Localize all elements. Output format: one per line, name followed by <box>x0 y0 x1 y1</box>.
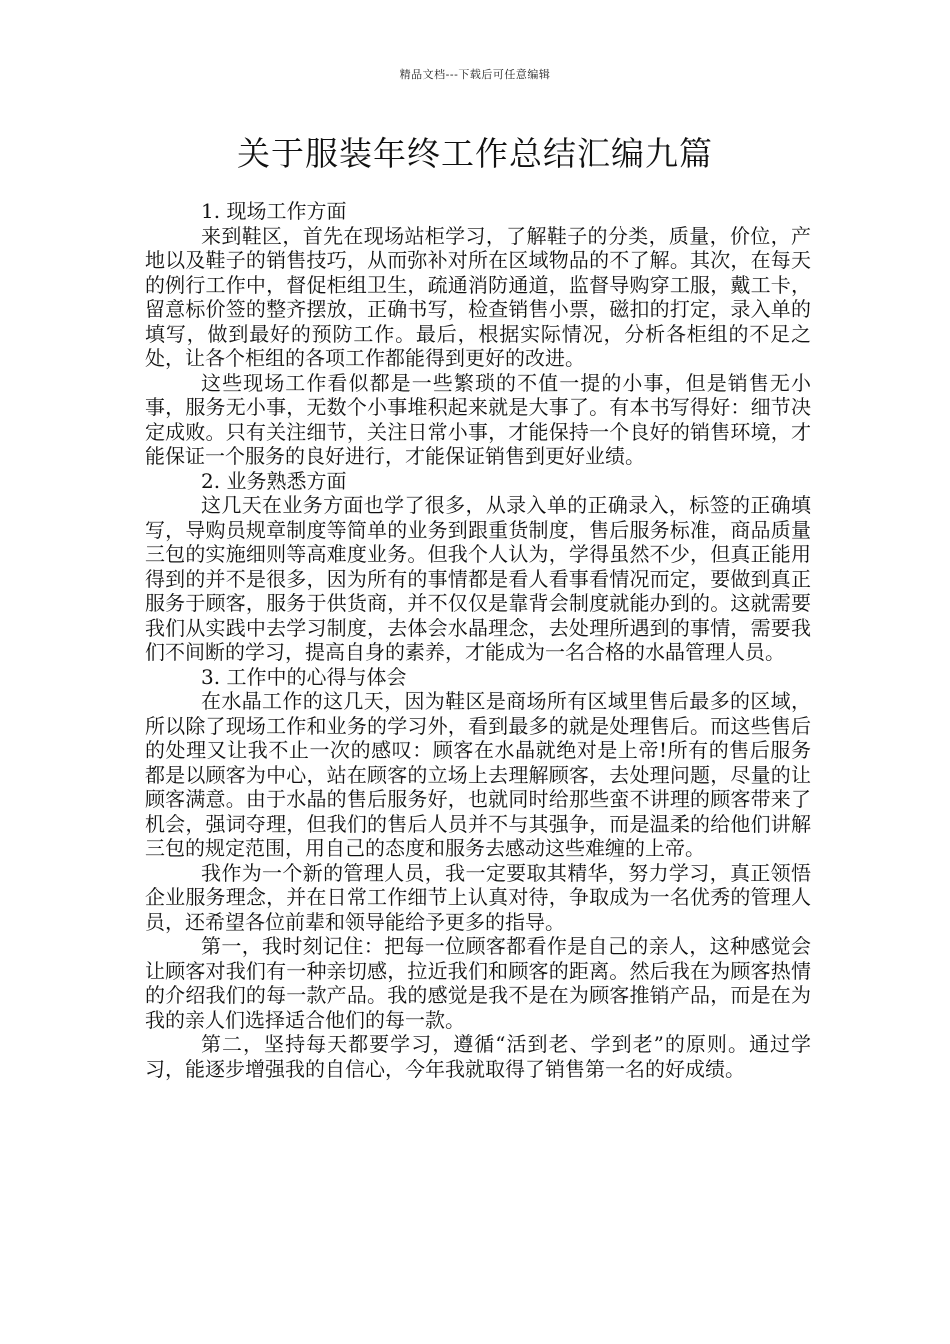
paragraph: 来到鞋区，首先在现场站柜学习，了解鞋子的分类，质量，价位，产地以及鞋子的销售技巧，从而弥补对所在区域物品的不了解。其次，在每天的例行工作中，督促柜组卫生，疏通消防通道，监督导购穿工服，戴工卡，留意标价签的整齐摆放，正确书写，检查销售小票，磁扣的打定，录入单的填写，做到最好的预防工作。最后，根据实际情况，分析各柜组的不足之处，让各个柜组的各项工作都能得到更好的改进。 <box>145 223 811 370</box>
section-heading-experience: 3. 工作中的心得与体会 <box>201 664 407 689</box>
paragraph: 我作为一个新的管理人员，我一定要取其精华，努力学习，真正领悟企业服务理念，并在日常工作细节上认真对待，争取成为一名优秀的管理人员，还希望各位前辈和领导能给予更多的指导。 <box>145 860 811 934</box>
section-heading-site-work: 1. 现场工作方面 <box>201 199 347 223</box>
paragraph: 这些现场工作看似都是一些繁琐的不值一提的小事，但是销售无小事，服务无小事，无数个小事堆积起来就是大事了。有本书写得好：细节决定成败。只有关注细节，关注日常小事，才能保持一个良好的销售环境，才能保证一个服务的良好进行，才能保证销售到更好业绩。 <box>145 370 811 468</box>
section-heading-business: 2. 业务熟悉方面 <box>201 468 347 493</box>
paragraph: 这几天在业务方面也学了很多，从录入单的正确录入，标签的正确填写，导购员规章制度等简单的业务到跟重货制度，售后服务标准，商品质量三包的实施细则等高难度业务。但我个人认为，学得虽然不少，但真正能用得到的并不是很多，因为所有的事情都是看人看事看情况而定，要做到真正服务于顾客，服务于供货商，并不仅仅是靠背会制度就能办到的。这就需要我们从实践中去学习制度，去体会水晶理念，去处理所遇到的事情，需要我们不间断的学习，提高自身的素养，才能成为一名合格的水晶管理人员。 <box>145 493 811 664</box>
paragraph: 第二，坚持每天都要学习，遵循“活到老、学到老”的原则。通过学习，能逐步增强我的自信心，今年我就取得了销售第一名的好成绩。 <box>145 1032 811 1081</box>
page-title: 关于服装年终工作总结汇编九篇 <box>237 134 713 173</box>
paragraph: 在水晶工作的这几天，因为鞋区是商场所有区域里售后最多的区域，所以除了现场工作和业务的学习外，看到最多的就是处理售后。而这些售后的处理又让我不止一次的感叹：顾客在水晶就绝对是上帝!所有的售后服务都是以顾客为中心，站在顾客的立场上去理解顾客，去处理问题，尽量的让顾客满意。由于水晶的售后服务好，也就同时给那些蛮不讲理的顾客带来了机会，强词夺理，但我们的售后人员并不与其强争，而是温柔的给他们讲解三包的规定范围，用自己的态度和服务去感动这些难缠的上帝。 <box>145 689 811 860</box>
header-note: 精品文档---下载后可任意编辑 <box>399 68 551 81</box>
paragraph: 第一，我时刻记住：把每一位顾客都看作是自己的亲人，这种感觉会让顾客对我们有一种亲切感，拉近我们和顾客的距离。然后我在为顾客热情的介绍我们的每一款产品。我的感觉是我不是在为顾客推销产品，而是在为我的亲人们选择适合他们的每一款。 <box>145 934 811 1032</box>
document-body <box>145 199 811 1081</box>
